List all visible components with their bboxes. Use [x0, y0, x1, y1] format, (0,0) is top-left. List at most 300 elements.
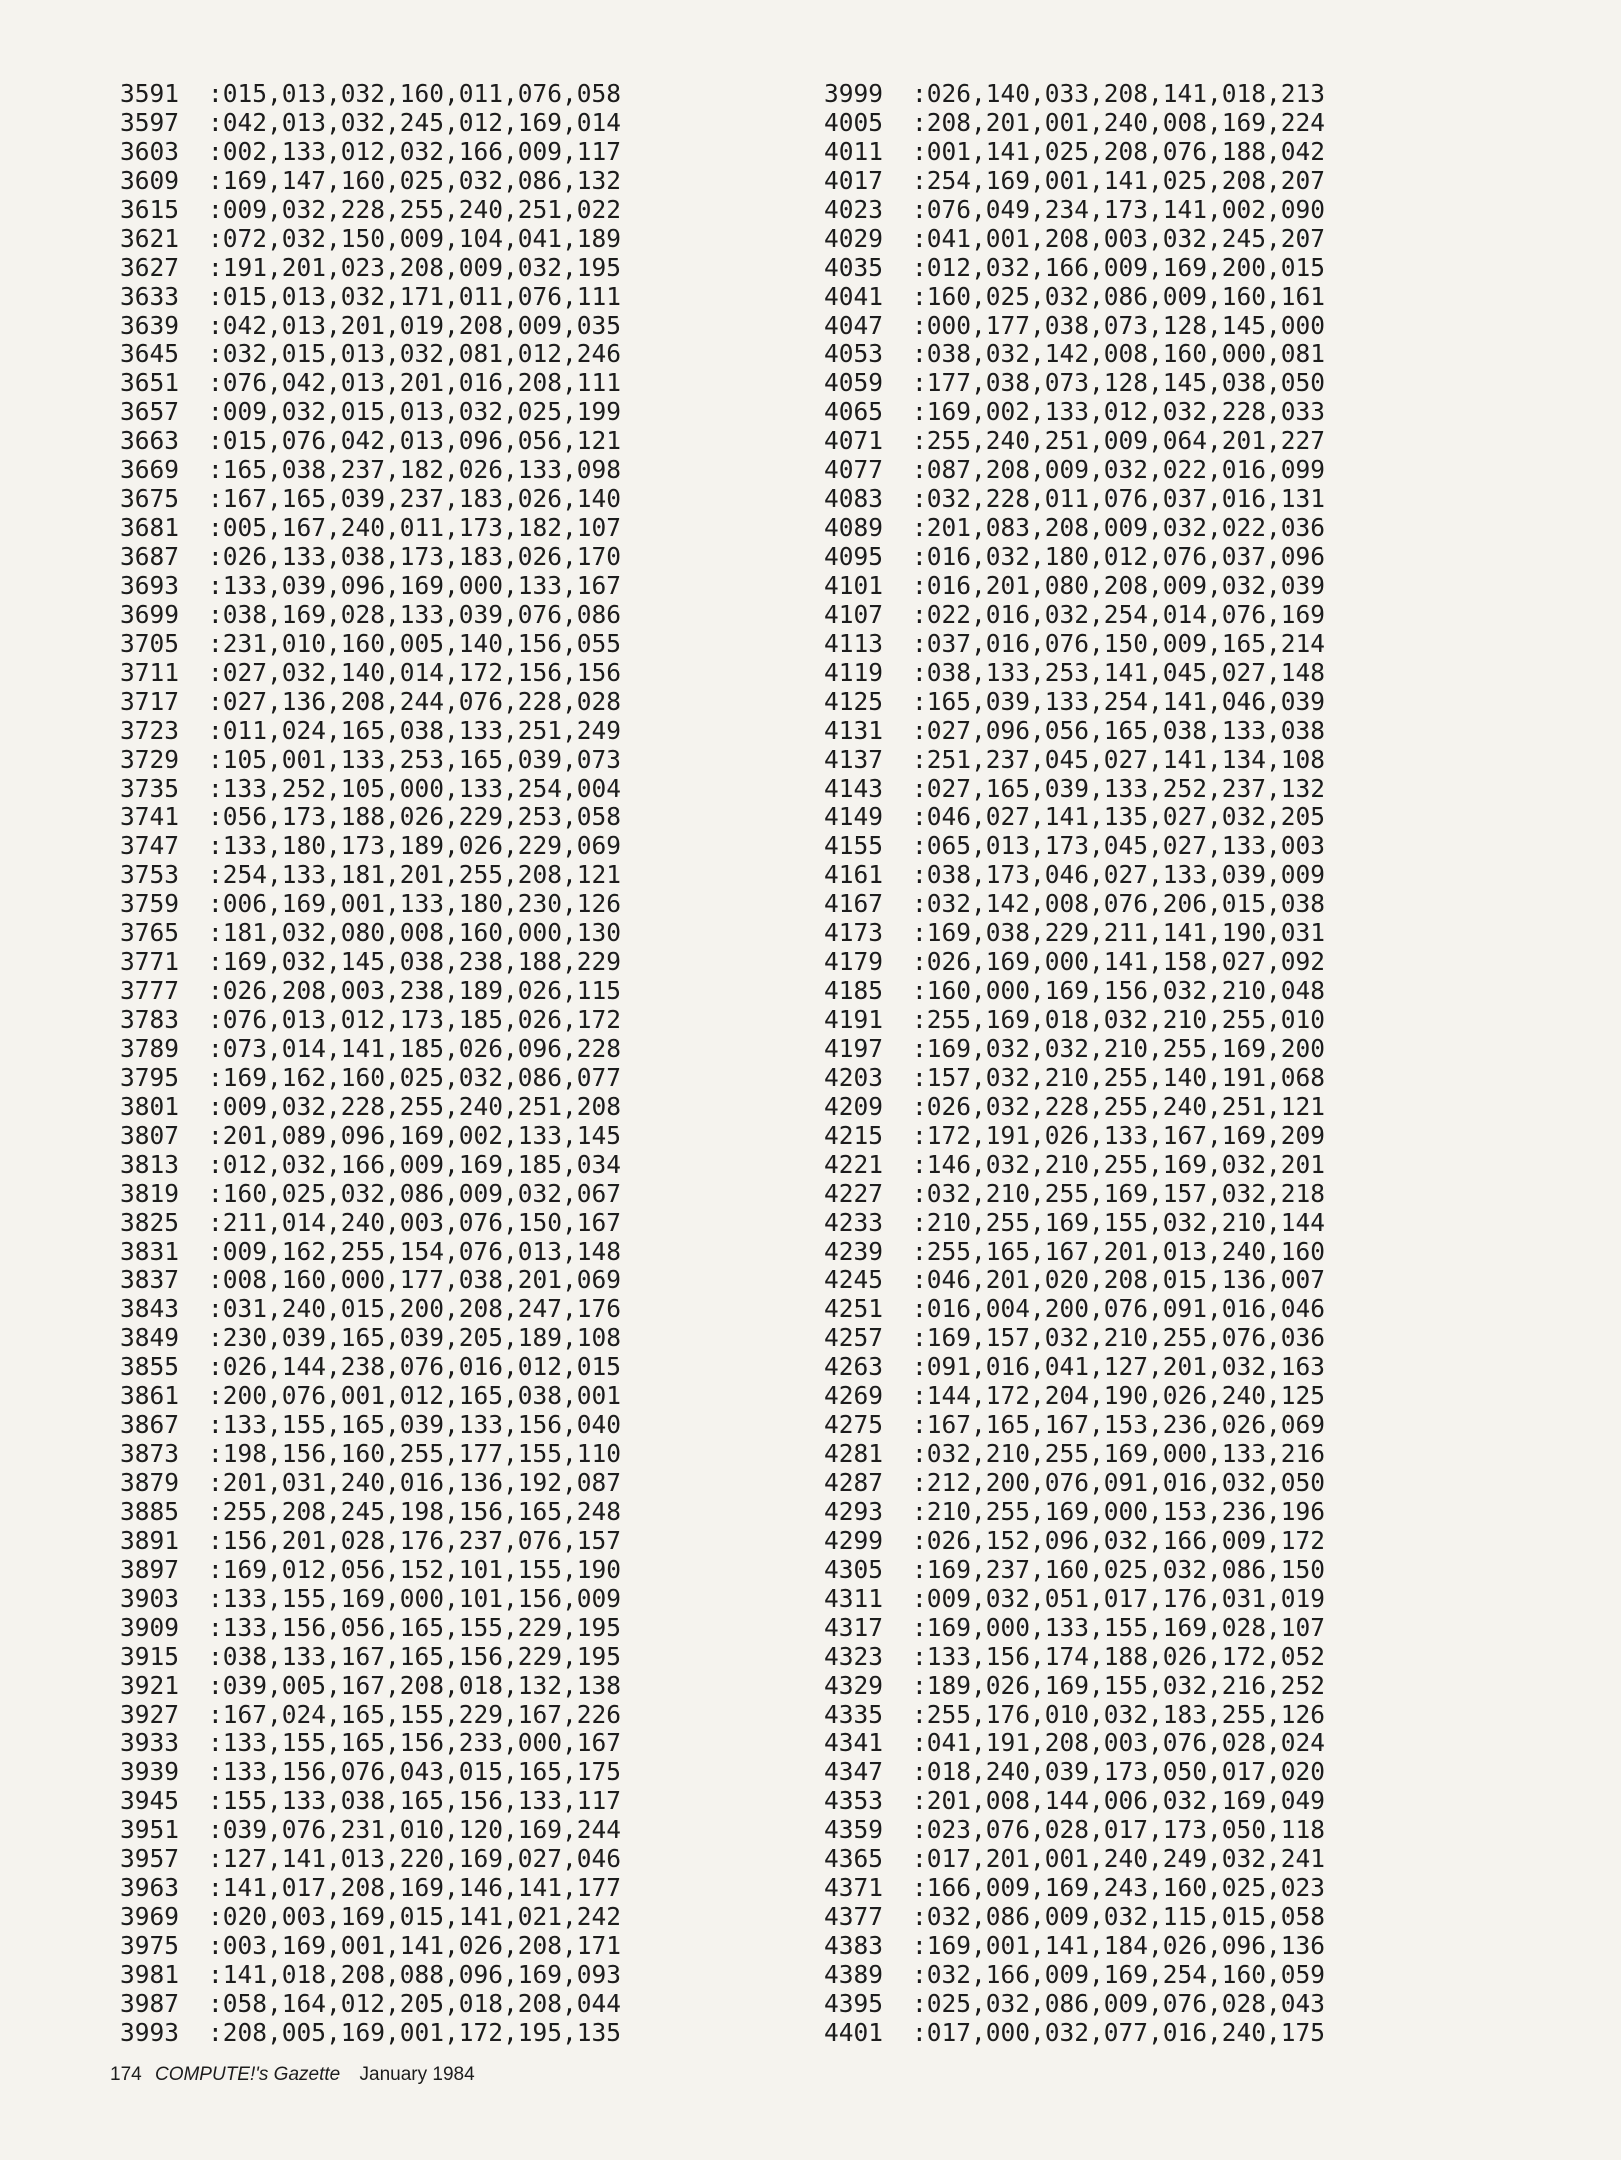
listing-line [120, 1469, 621, 1498]
listing-line [120, 1787, 621, 1816]
line-number: 4131 [824, 715, 884, 745]
line-number: 4161 [824, 860, 884, 890]
line-data: :002,133,012,032,166,009,117 [208, 136, 622, 166]
listing-line [824, 1498, 1325, 1527]
line-number: 4029 [824, 223, 884, 253]
listing-line [824, 1585, 1325, 1614]
line-number: 4095 [824, 542, 884, 571]
line-number: 4023 [824, 194, 884, 224]
line-number: 3609 [120, 165, 180, 195]
listing-line [120, 109, 621, 138]
line-data: :065,013,173,045,027,133,003 [912, 831, 1326, 861]
line-data: :032,015,013,032,081,012,246 [208, 339, 622, 369]
listing-line [120, 514, 621, 543]
line-data: :141,018,208,088,096,169,093 [208, 1959, 622, 1989]
line-data: :133,155,165,156,233,000,167 [208, 1728, 622, 1758]
line-data: :006,169,001,133,180,230,126 [208, 889, 622, 919]
line-number: 4053 [824, 339, 884, 369]
line-data: :016,032,180,012,076,037,096 [912, 542, 1326, 571]
line-number: 3975 [120, 1931, 180, 1960]
line-number: 3909 [120, 1612, 180, 1642]
line-number: 4281 [824, 1439, 884, 1469]
listing-line [120, 1816, 621, 1845]
listing-line [824, 427, 1325, 456]
line-data: :009,032,228,255,240,251,208 [208, 1091, 622, 1121]
line-data: :009,162,255,154,076,013,148 [208, 1236, 622, 1266]
listing-line [824, 890, 1325, 919]
listing-line [120, 1498, 621, 1527]
line-number: 3969 [120, 1902, 180, 1932]
listing-line [120, 659, 621, 688]
line-data: :146,032,210,255,169,032,201 [912, 1149, 1326, 1179]
listing-line [824, 948, 1325, 977]
line-number: 3777 [120, 976, 180, 1006]
line-number: 3729 [120, 744, 180, 774]
line-data: :026,169,000,141,158,027,092 [912, 947, 1326, 977]
listing-line [824, 1238, 1325, 1267]
line-number: 3615 [120, 194, 180, 224]
line-number: 3753 [120, 860, 180, 890]
line-data: :076,049,234,173,141,002,090 [912, 194, 1326, 224]
line-number: 4005 [824, 107, 884, 137]
listing-line [824, 1440, 1325, 1469]
line-data: :041,001,208,003,032,245,207 [912, 223, 1326, 253]
line-number: 4233 [824, 1207, 884, 1237]
listing-line [824, 919, 1325, 948]
listing-line [824, 775, 1325, 804]
listing-line [824, 1556, 1325, 1585]
line-data: :255,169,018,032,210,255,010 [912, 1005, 1326, 1034]
line-number: 3999 [824, 79, 884, 108]
line-data: :008,160,000,177,038,201,069 [208, 1265, 622, 1295]
line-data: :038,133,253,141,045,027,148 [912, 657, 1326, 687]
line-data: :167,024,165,155,229,167,226 [208, 1699, 622, 1729]
line-data: :042,013,201,019,208,009,035 [208, 310, 622, 340]
page-number: 174 [110, 2064, 142, 2085]
line-number: 3759 [120, 889, 180, 919]
listing-line [120, 1672, 621, 1701]
line-number: 4365 [824, 1844, 884, 1874]
line-data: :027,165,039,133,252,237,132 [912, 773, 1326, 803]
line-data: :038,169,028,133,039,076,086 [208, 599, 622, 629]
line-number: 4017 [824, 165, 884, 195]
listing-column-left [120, 80, 621, 2048]
line-number: 3747 [120, 831, 180, 861]
line-number: 4065 [824, 397, 884, 427]
line-data: :017,201,001,240,249,032,241 [912, 1844, 1326, 1874]
line-data: :015,076,042,013,096,056,121 [208, 426, 622, 456]
listing-line [120, 1527, 621, 1556]
line-number: 4125 [824, 686, 884, 716]
line-number: 3735 [120, 773, 180, 803]
listing-line [824, 803, 1325, 832]
line-number: 3843 [120, 1294, 180, 1324]
line-number: 3591 [120, 79, 180, 108]
line-number: 3771 [120, 947, 180, 977]
listing-line [120, 832, 621, 861]
line-data: :169,012,056,152,101,155,190 [208, 1554, 622, 1584]
line-number: 4083 [824, 484, 884, 514]
line-data: :231,010,160,005,140,156,055 [208, 628, 622, 658]
line-number: 4221 [824, 1149, 884, 1179]
line-number: 4251 [824, 1294, 884, 1324]
line-data: :001,141,025,208,076,188,042 [912, 136, 1326, 166]
line-data: :015,013,032,171,011,076,111 [208, 281, 622, 311]
line-data: :015,013,032,160,011,076,058 [208, 79, 622, 108]
line-data: :026,152,096,032,166,009,172 [912, 1525, 1326, 1555]
line-number: 4173 [824, 918, 884, 948]
line-data: :210,255,169,155,032,210,144 [912, 1207, 1326, 1237]
line-number: 4203 [824, 1062, 884, 1092]
listing-line [824, 1093, 1325, 1122]
line-number: 3987 [120, 1988, 180, 2018]
line-number: 4401 [824, 2017, 884, 2047]
line-data: :058,164,012,205,018,208,044 [208, 1988, 622, 2018]
line-number: 4101 [824, 570, 884, 600]
listing-line [120, 1324, 621, 1353]
line-data: :133,155,169,000,101,156,009 [208, 1583, 622, 1613]
listing-line [120, 340, 621, 369]
line-number: 4113 [824, 628, 884, 658]
line-number: 3837 [120, 1265, 180, 1295]
line-number: 4059 [824, 368, 884, 398]
listing-line [824, 456, 1325, 485]
line-number: 3717 [120, 686, 180, 716]
line-data: :255,240,251,009,064,201,227 [912, 426, 1326, 456]
line-data: :133,039,096,169,000,133,167 [208, 570, 622, 600]
line-number: 3879 [120, 1468, 180, 1497]
listing-line [824, 1527, 1325, 1556]
line-data: :172,191,026,133,167,169,209 [912, 1120, 1326, 1150]
listing-line [120, 1585, 621, 1614]
line-data: :177,038,073,128,145,038,050 [912, 368, 1326, 398]
line-data: :201,083,208,009,032,022,036 [912, 513, 1326, 543]
line-number: 3963 [120, 1873, 180, 1903]
listing-line [824, 659, 1325, 688]
line-number: 4149 [824, 802, 884, 832]
line-number: 4041 [824, 281, 884, 311]
line-data: :169,032,032,210,255,169,200 [912, 1033, 1326, 1063]
line-number: 4263 [824, 1352, 884, 1382]
listing-line [120, 948, 621, 977]
line-data: :032,086,009,032,115,015,058 [912, 1902, 1326, 1932]
line-number: 3657 [120, 397, 180, 427]
line-data: :027,136,208,244,076,228,028 [208, 686, 622, 716]
line-number: 4305 [824, 1554, 884, 1584]
listing-line [120, 456, 621, 485]
listing-line [120, 1845, 621, 1874]
line-data: :020,003,169,015,141,021,242 [208, 1902, 622, 1932]
line-number: 4119 [824, 657, 884, 687]
line-number: 3915 [120, 1641, 180, 1671]
line-number: 3603 [120, 136, 180, 166]
line-number: 4191 [824, 1005, 884, 1034]
line-number: 3687 [120, 542, 180, 571]
line-number: 3981 [120, 1959, 180, 1989]
listing-line [120, 1295, 621, 1324]
line-number: 3825 [120, 1207, 180, 1237]
line-number: 3789 [120, 1033, 180, 1063]
line-number: 4299 [824, 1525, 884, 1555]
line-number: 4323 [824, 1641, 884, 1671]
line-data: :016,201,080,208,009,032,039 [912, 570, 1326, 600]
line-data: :027,096,056,165,038,133,038 [912, 715, 1326, 745]
line-data: :032,210,255,169,157,032,218 [912, 1178, 1326, 1208]
listing-line [120, 80, 621, 109]
listing-column-right [824, 80, 1325, 2048]
listing-line [120, 1874, 621, 1903]
line-number: 4257 [824, 1323, 884, 1353]
line-data: :032,210,255,169,000,133,216 [912, 1439, 1326, 1469]
line-data: :144,172,204,190,026,240,125 [912, 1381, 1326, 1411]
listing-line [824, 572, 1325, 601]
line-data: :157,032,210,255,140,191,068 [912, 1062, 1326, 1092]
line-data: :056,173,188,026,229,253,058 [208, 802, 622, 832]
line-data: :072,032,150,009,104,041,189 [208, 223, 622, 253]
listing-line [824, 1758, 1325, 1787]
listing-line [824, 1295, 1325, 1324]
listing-line [824, 1122, 1325, 1151]
line-data: :026,140,033,208,141,018,213 [912, 79, 1326, 108]
line-number: 4227 [824, 1178, 884, 1208]
listing-line [120, 890, 621, 919]
listing-line [824, 832, 1325, 861]
line-number: 3741 [120, 802, 180, 832]
line-data: :039,076,231,010,120,169,244 [208, 1815, 622, 1845]
line-number: 4143 [824, 773, 884, 803]
line-number: 3993 [120, 2017, 180, 2047]
line-data: :169,001,141,184,026,096,136 [912, 1931, 1326, 1960]
line-data: :091,016,041,127,201,032,163 [912, 1352, 1326, 1382]
listing-line [120, 803, 621, 832]
listing-line [824, 1209, 1325, 1238]
line-data: :046,027,141,135,027,032,205 [912, 802, 1326, 832]
line-number: 4155 [824, 831, 884, 861]
line-data: :169,032,145,038,238,188,229 [208, 947, 622, 977]
line-number: 3627 [120, 252, 180, 282]
listing-line [824, 1151, 1325, 1180]
listing-line [120, 1903, 621, 1932]
line-number: 3633 [120, 281, 180, 311]
line-data: :191,201,023,208,009,032,195 [208, 252, 622, 282]
line-data: :018,240,039,173,050,017,020 [912, 1757, 1326, 1787]
listing-line [120, 225, 621, 254]
line-data: :009,032,228,255,240,251,022 [208, 194, 622, 224]
listing-line [120, 485, 621, 514]
line-data: :255,176,010,032,183,255,126 [912, 1699, 1326, 1729]
listing-line [824, 630, 1325, 659]
line-number: 3939 [120, 1757, 180, 1787]
listing-line [824, 1990, 1325, 2019]
listing-line [120, 717, 621, 746]
listing-line [120, 1064, 621, 1093]
line-data: :016,004,200,076,091,016,046 [912, 1294, 1326, 1324]
listing-line [824, 514, 1325, 543]
listing-line [120, 1411, 621, 1440]
listing-line [824, 254, 1325, 283]
listing-line [120, 1266, 621, 1295]
listing-line [120, 1238, 621, 1267]
listing-line [120, 977, 621, 1006]
listing-line [120, 1151, 621, 1180]
listing-line [824, 861, 1325, 890]
line-number: 3693 [120, 570, 180, 600]
line-number: 4011 [824, 136, 884, 166]
listing-line [120, 1990, 621, 2019]
line-number: 4089 [824, 513, 884, 543]
listing-line [120, 167, 621, 196]
line-number: 3813 [120, 1149, 180, 1179]
listing-line [824, 1324, 1325, 1353]
listing-line [120, 630, 621, 659]
line-number: 3675 [120, 484, 180, 514]
line-data: :133,155,165,039,133,156,040 [208, 1410, 622, 1440]
listing-line [824, 1787, 1325, 1816]
listing-line [120, 2019, 621, 2048]
line-number: 4107 [824, 599, 884, 629]
listing-line [824, 196, 1325, 225]
line-data: :031,240,015,200,208,247,176 [208, 1294, 622, 1324]
listing-line [120, 1093, 621, 1122]
line-number: 4395 [824, 1988, 884, 2018]
line-data: :201,031,240,016,136,192,087 [208, 1468, 622, 1497]
listing-line [120, 746, 621, 775]
line-number: 3855 [120, 1352, 180, 1382]
line-data: :133,156,174,188,026,172,052 [912, 1641, 1326, 1671]
line-number: 4137 [824, 744, 884, 774]
listing-line [824, 109, 1325, 138]
line-number: 3795 [120, 1062, 180, 1092]
line-data: :038,032,142,008,160,000,081 [912, 339, 1326, 369]
listing-line [120, 1180, 621, 1209]
line-number: 3705 [120, 628, 180, 658]
line-number: 3651 [120, 368, 180, 398]
line-data: :025,032,086,009,076,028,043 [912, 1988, 1326, 2018]
line-data: :133,252,105,000,133,254,004 [208, 773, 622, 803]
listing-line [120, 1382, 621, 1411]
line-data: :254,133,181,201,255,208,121 [208, 860, 622, 890]
page-footer [110, 2064, 475, 2086]
listing-line [824, 1643, 1325, 1672]
line-data: :201,008,144,006,032,169,049 [912, 1786, 1326, 1816]
line-number: 4317 [824, 1612, 884, 1642]
line-number: 3957 [120, 1844, 180, 1874]
line-number: 4197 [824, 1033, 884, 1063]
listing-line [824, 1672, 1325, 1701]
line-number: 3621 [120, 223, 180, 253]
line-data: :000,177,038,073,128,145,000 [912, 310, 1326, 340]
line-number: 4335 [824, 1699, 884, 1729]
line-number: 3597 [120, 107, 180, 137]
line-data: :087,208,009,032,022,016,099 [912, 455, 1326, 485]
line-number: 3897 [120, 1554, 180, 1584]
line-number: 4353 [824, 1786, 884, 1816]
listing-line [824, 80, 1325, 109]
listing-line [120, 572, 621, 601]
listing-line [120, 919, 621, 948]
line-data: :076,013,012,173,185,026,172 [208, 1005, 622, 1034]
line-data: :200,076,001,012,165,038,001 [208, 1381, 622, 1411]
listing-line [824, 1845, 1325, 1874]
line-data: :167,165,167,153,236,026,069 [912, 1410, 1326, 1440]
listing-line [120, 1643, 621, 1672]
line-data: :011,024,165,038,133,251,249 [208, 715, 622, 745]
line-number: 3681 [120, 513, 180, 543]
listing-line [824, 340, 1325, 369]
listing-line [824, 1469, 1325, 1498]
listing-line [824, 485, 1325, 514]
listing-line [120, 1006, 621, 1035]
line-data: :160,025,032,086,009,032,067 [208, 1178, 622, 1208]
line-number: 3831 [120, 1236, 180, 1266]
line-data: :009,032,015,013,032,025,199 [208, 397, 622, 427]
line-number: 3927 [120, 1699, 180, 1729]
line-number: 4329 [824, 1670, 884, 1700]
listing-line [824, 369, 1325, 398]
line-data: :160,025,032,086,009,160,161 [912, 281, 1326, 311]
line-data: :026,032,228,255,240,251,121 [912, 1091, 1326, 1121]
listing-line [824, 1874, 1325, 1903]
line-number: 4047 [824, 310, 884, 340]
listing-line [120, 1209, 621, 1238]
listing-line [824, 2019, 1325, 2048]
listing-line [824, 1903, 1325, 1932]
line-number: 3639 [120, 310, 180, 340]
line-data: :169,162,160,025,032,086,077 [208, 1062, 622, 1092]
listing-line [120, 1701, 621, 1730]
line-number: 4269 [824, 1381, 884, 1411]
listing-line [120, 1614, 621, 1643]
line-number: 3867 [120, 1410, 180, 1440]
listing-line [120, 1556, 621, 1585]
line-data: :255,165,167,201,013,240,160 [912, 1236, 1326, 1266]
line-number: 3891 [120, 1525, 180, 1555]
line-number: 3669 [120, 455, 180, 485]
line-number: 4077 [824, 455, 884, 485]
listing-line [824, 1266, 1325, 1295]
line-data: :230,039,165,039,205,189,108 [208, 1323, 622, 1353]
line-number: 4215 [824, 1120, 884, 1150]
line-number: 3663 [120, 426, 180, 456]
line-data: :133,180,173,189,026,229,069 [208, 831, 622, 861]
line-data: :212,200,076,091,016,032,050 [912, 1468, 1326, 1497]
line-data: :003,169,001,141,026,208,171 [208, 1931, 622, 1960]
listing-line [824, 1932, 1325, 1961]
line-number: 4209 [824, 1091, 884, 1121]
line-number: 4035 [824, 252, 884, 282]
line-data: :073,014,141,185,026,096,228 [208, 1033, 622, 1063]
line-data: :169,002,133,012,032,228,033 [912, 397, 1326, 427]
line-data: :165,039,133,254,141,046,039 [912, 686, 1326, 716]
line-number: 3849 [120, 1323, 180, 1353]
line-number: 3765 [120, 918, 180, 948]
line-number: 4287 [824, 1468, 884, 1497]
listing-line [824, 398, 1325, 427]
line-number: 4179 [824, 947, 884, 977]
listing-line [120, 196, 621, 225]
line-data: :155,133,038,165,156,133,117 [208, 1786, 622, 1816]
line-number: 4389 [824, 1959, 884, 1989]
listing-line [824, 1064, 1325, 1093]
listing-line [120, 1440, 621, 1469]
line-data: :167,165,039,237,183,026,140 [208, 484, 622, 514]
line-data: :076,042,013,201,016,208,111 [208, 368, 622, 398]
line-number: 4371 [824, 1873, 884, 1903]
listing-line [120, 1122, 621, 1151]
listing-line [824, 746, 1325, 775]
line-number: 4347 [824, 1757, 884, 1787]
line-data: :042,013,032,245,012,169,014 [208, 107, 622, 137]
